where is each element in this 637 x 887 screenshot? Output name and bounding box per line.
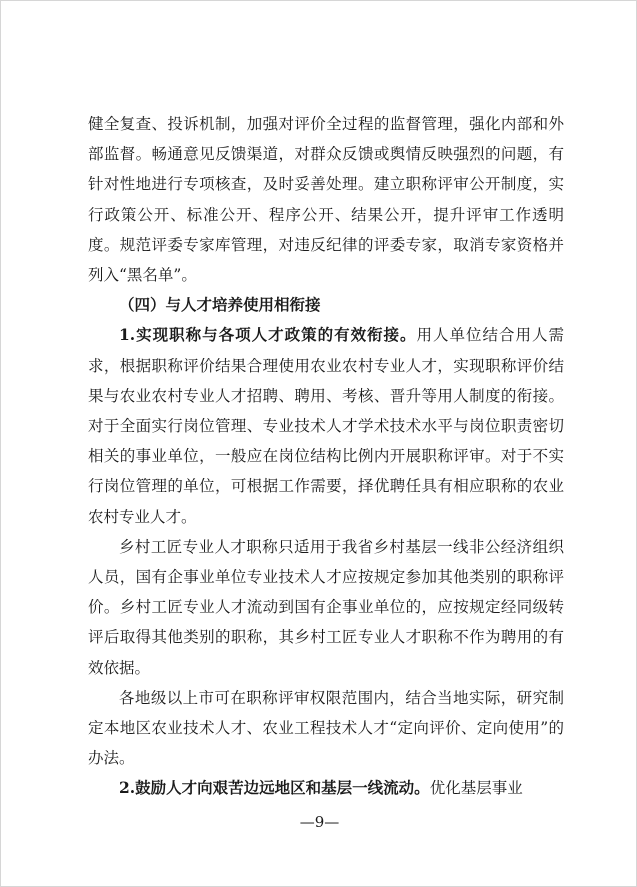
paragraph-text: 健全复查、投诉机制，加强对评价全过程的监督管理，强化内部和外部监督。畅通意见反馈渠道，对群众反馈或舆情反映强烈的问题，有针对性地进行专项核查，及时妥善处理。建立职称评审公开制度，实行政策公开、标准公开、程序公开、结果公开，提升评审工作透明度。规范评委专家库管理，对违反纪律的评委专家，取消专家资格并列入“黑名单”。 (88, 115, 564, 285)
paragraph-local-cities (88, 683, 564, 774)
paragraph-lead: 1.实现职称与各项人才政策的有效衔接。 (119, 325, 417, 345)
body-text (88, 109, 564, 804)
paragraph-talent-policy (88, 320, 564, 531)
paragraph-text: 乡村工匠专业人才职称只适用于我省乡村基层一线非公经济组织人员，国有企事业单位专业技术人才应按规定参加其他类别的职称评价。乡村工匠专业人才流动到国有企事业单位的，应按规定经同级转评后取得其他类别的职称，其乡村工匠专业人才职称不作为聘用的有效依据。 (88, 537, 564, 677)
paragraph-lead: 2.鼓励人才向艰苦边远地区和基层一线流动。 (119, 778, 430, 798)
paragraph-text: 优化基层事业 (429, 779, 523, 798)
paragraph-continuation (88, 109, 564, 290)
paragraph-text: 用人单位结合用人需求，根据职称评价结果合理使用农业农村专业人才，实现职称评价结果与农业农村专业人才招聘、聘用、考核、晋升等用人制度的衔接。对于全面实行岗位管理、专业技术人才学术技术水平与岗位职责密切相关的事业单位，一般应在岗位结构比例内开展职称评审。对于不实行岗位管理的单位，可根据工作需要，择优聘任具有相应职称的农业农村专业人才。 (88, 326, 564, 526)
page-number: —9— (299, 813, 340, 831)
paragraph-text: 各地级以上市可在职称评审权限范围内，结合当地实际，研究制定本地区农业技术人才、农业工程技术人才“定向评价、定向使用”的办法。 (88, 688, 564, 768)
paragraph-grassroots (88, 773, 564, 803)
paragraph-rural-craftsman (88, 532, 564, 683)
section-heading (88, 290, 564, 320)
heading-text: （四）与人才培养使用相衔接 (119, 295, 321, 315)
